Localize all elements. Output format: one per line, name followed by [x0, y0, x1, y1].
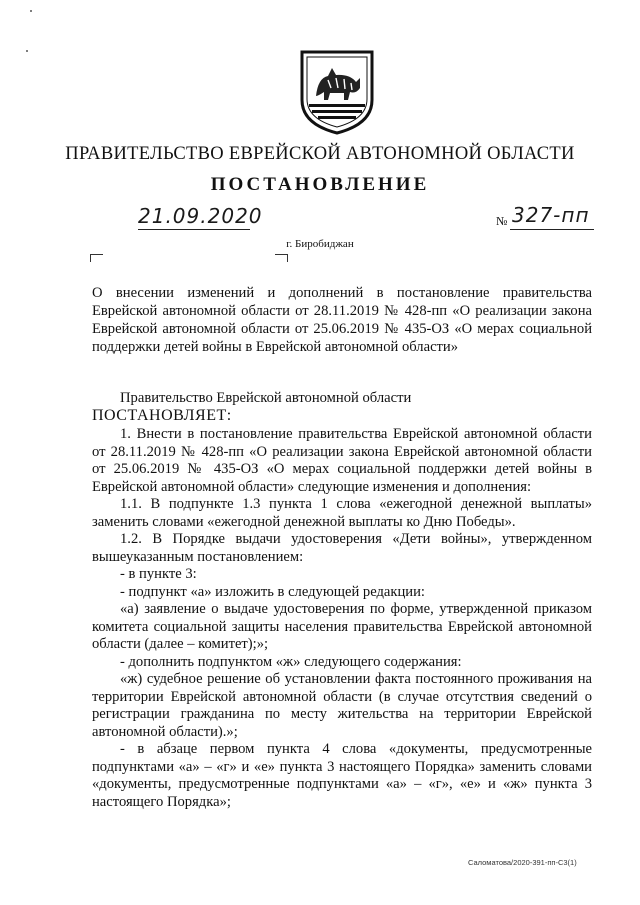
number-sign: №: [496, 214, 508, 228]
date-underline: [138, 229, 250, 230]
paragraph: - в пункте 3:: [120, 566, 197, 582]
document-title: О внесении изменений и дополнений в постановление правительства Еврейской автономной области от 28.11.2019 № 428-пп «О реализации закона Еврейской автономной области от 25.06.2019 № 435-ОЗ «О мерах социальной поддержки детей войны в Еврейской автономной области»: [92, 285, 592, 355]
number-underline: [510, 229, 594, 230]
paragraph: - дополнить подпунктом «ж» следующего содержания:: [120, 653, 462, 670]
coat-of-arms-emblem: [298, 48, 376, 136]
document-body: [92, 426, 592, 811]
paragraph: - в абзаце первом пункта 4 слова «документы, предусмотренные подпунктами «а» – «г» и «е» пункта 3 настоящего Порядка» заменить словами «документы, предусмотренные подпунктами «а» – «г», «е» и «ж» пункта 3 настоящего Порядка»;: [92, 741, 592, 810]
handwritten-number: 327-пп: [512, 203, 590, 227]
city: г. Биробиджан: [286, 238, 354, 250]
handwritten-date: 21.09.2020: [138, 204, 263, 228]
title-corner-left: [90, 254, 103, 262]
paragraph: «а) заявление о выдаче удостоверения по форме, утвержденной приказом комитета социальной защиты населения правительства Еврейской автономной области (далее – комитет);»;: [92, 601, 592, 652]
preamble: Правительство Еврейской автономной области: [120, 390, 412, 406]
footer-file-reference: Саломатова/2020-391-пп-С3(1): [468, 858, 577, 867]
scan-speck: [30, 10, 32, 12]
resolves-keyword: ПОСТАНОВЛЯЕТ:: [92, 407, 232, 424]
paragraph: 1.1. В подпункте 1.3 пункта 1 слова «ежегодной денежной выплаты» заменить словами «ежегодной денежной выплаты ко Дню Победы».: [92, 496, 592, 530]
scan-speck: [26, 50, 28, 52]
paragraph: «ж) судебное решение об установлении факта постоянного проживания на территории Еврейской автономной области (в случае отсутствия сведений о регистрации гражданина по месту жительства на территории Еврейской автономной области).»;: [92, 671, 592, 740]
paragraph: 1. Внести в постановление правительства Еврейской автономной области от 28.11.2019 № 428-пп «О реализации закона Еврейской автономной области от 25.06.2019 № 435-ОЗ «О мерах социальной поддержки детей войны в Еврейской автономной области» следующие изменения и дополнения:: [92, 426, 592, 495]
title-corner-right: [275, 254, 288, 262]
document-type: ПОСТАНОВЛЕНИЕ: [210, 174, 430, 195]
paragraph: 1.2. В Порядке выдачи удостоверения «Дети войны», утвержденном вышеуказанным постановлением:: [92, 531, 592, 565]
paragraph: - подпункт «а» изложить в следующей редакции:: [120, 583, 425, 600]
organization-title: ПРАВИТЕЛЬСТВО ЕВРЕЙСКОЙ АВТОНОМНОЙ ОБЛАСТИ: [65, 144, 575, 164]
